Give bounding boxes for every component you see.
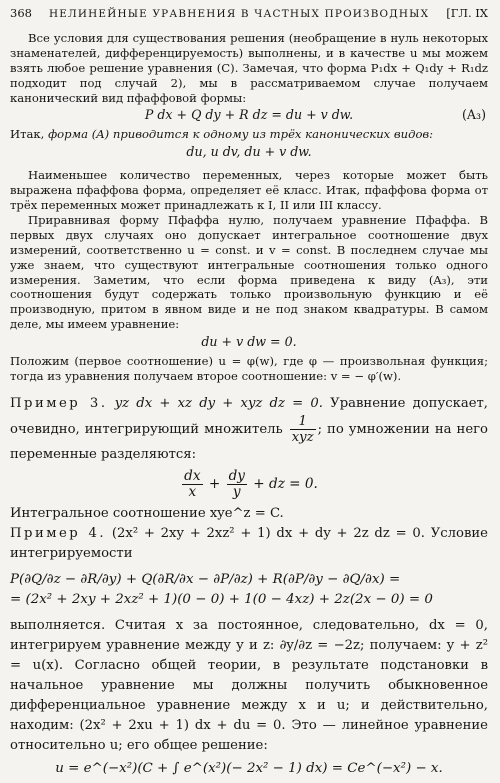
example-3-label: Пример 3. (10, 395, 108, 411)
fraction-dx-x (182, 469, 202, 500)
example-4-label: Пример 4. (10, 525, 107, 541)
example-3-text-2: ; по умножении на него переменные разделяются: (10, 421, 488, 462)
fraction-dy-den: y (232, 483, 241, 500)
plus-sign: + (208, 475, 221, 492)
paragraph-class: Наименьшее количество переменных, через которые может быть выражена пфаффова форма, определяет её класс. Итак, пфаффова форма от трёх переменных может принадлежать к I, II или III классу. (10, 168, 488, 212)
fraction-dx-num: dx (184, 467, 201, 484)
page-header (10, 6, 488, 22)
canonical-emphasis: форма (A) приводится к одному из трёх канонических видов: (48, 127, 434, 142)
fraction-dx-den: x (188, 483, 197, 500)
paragraph-canonical (10, 127, 488, 142)
example-4 (10, 524, 488, 564)
example-3-equation: yz dx + xz dy + xyz dz = 0. (114, 395, 323, 411)
example-3-text-1: Уравнение допускает, очевидно, интегрирующий множитель (10, 395, 488, 437)
fraction-dy-y (227, 469, 247, 500)
general-solution: u = e^(−x²)(C + ∫ e^(x²)(− 2x² − 1) dx) = Ce^(−x²) − x. (55, 760, 443, 776)
example-4-text: (2x² + 2xy + 2xz² + 1) dx + dy + 2z dz = 0. Условие интегрируемости (10, 525, 488, 561)
paragraph-conditions: Все условия для существования решения (необращение в нуль некоторых знаменателей, дифференцируемость) выполнены, и в качестве u мы можем взять любое решение уравнения (C). Замечая, что форма P₁dx + Q₁dy + R₁dz подходит под случай 2), мы в рассматриваемом случае получаем канонический вид пфаффовой формы: (10, 30, 488, 105)
paragraph-relations: Положим (первое соотношение) u = φ(w), где φ — произвольная функция; тогда из уравнения получаем второе соотношение: v = − φ′(w). (10, 354, 488, 383)
integrating-factor-fraction (290, 414, 316, 445)
equation-a3 (10, 108, 488, 123)
factor-denominator: xyz (291, 429, 314, 445)
separated-tail: + dz = 0. (253, 475, 318, 492)
equation-a3-body: P dx + Q dy + R dz = du + v dw. (144, 107, 354, 123)
running-title: НЕЛИНЕЙНЫЕ УРАВНЕНИЯ В ЧАСТНЫХ ПРОИЗВОДНЫХ (48, 8, 430, 20)
integrability-condition-line-2: = (2x² + 2xy + 2xz² + 1)(0 − 0) + 1(0 − 4xz) + 2z(2x − 0) = 0 (10, 591, 433, 607)
paragraph-solution: выполняется. Считая x за постоянное, следовательно, dx = 0, интегрируем уравнение между y и z: ∂y/∂z = −2z; получаем: y + z² = u(x). Согласно общей теории, в результате подстановки в начальное уравнение мы должны получить обыкновенное дифференциальное уравнение между x и u; и действительно, находим: (2x² + 2xu + 1) dx + du = 0. Это — линейное уравнение относительно u; его общее решение: (10, 617, 488, 753)
equation-du-vdw: du + v dw = 0. (201, 334, 297, 350)
equation-canonical-forms: du, u dv, du + v dw. (186, 144, 312, 160)
example-3 (10, 394, 488, 465)
equation-a3-tag: (A₃) (462, 107, 486, 123)
chapter-label: [ГЛ. IX (446, 6, 488, 20)
factor-numerator: 1 (290, 414, 316, 430)
integrability-condition-line-1: P(∂Q/∂z − ∂R/∂y) + Q(∂R/∂x − ∂P/∂z) + R(∂P/∂y − ∂Q/∂x) = (10, 571, 401, 587)
integral-relation: Интегральное соотношение xye^z = C. (10, 505, 284, 521)
canonical-lead: Итак, (10, 127, 45, 142)
paragraph-pfaff-equation: Приравнивая форму Пфаффа нулю, получаем уравнение Пфаффа. В первых двух случаях оно допускает интегральное соотношение двух измерений, соответственно u = const. и v = const. В последнем случае мы уже знаем, что существуют интегральные соотношения только одного измерения. Заметим, что если форма приведена к виду (A₃), эти соотношения будут содержать только произвольную функцию и её производную, притом в явном виде и не под знаком квадратуры. В самом деле, мы имеем уравнение: (10, 212, 488, 332)
page-number: 368 (10, 6, 32, 20)
separated-equation (10, 469, 488, 500)
fraction-dy-num: dy (228, 467, 245, 484)
